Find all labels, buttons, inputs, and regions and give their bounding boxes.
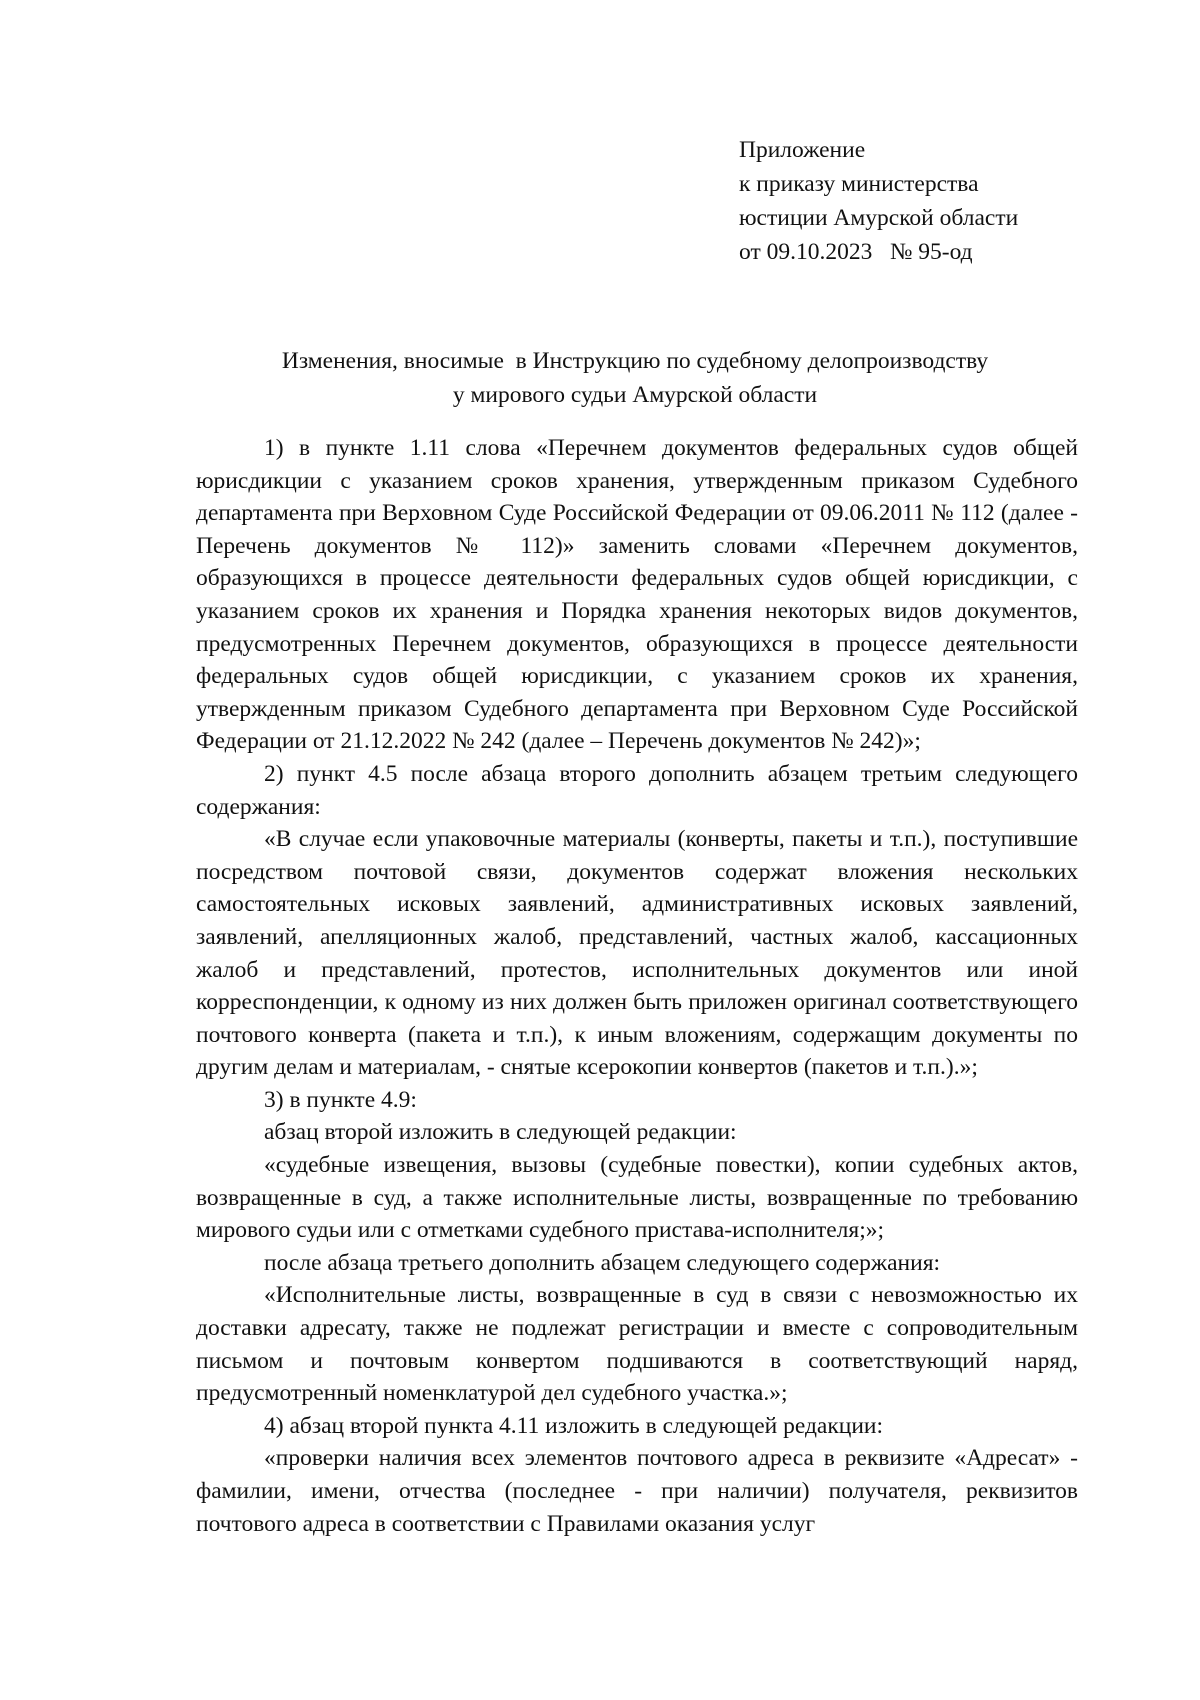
- paragraph-quote-4-5: «В случае если упаковочные материалы (конверты, пакеты и т.п.), поступившие посредством почтовой связи, документов содержат вложения нескольких самостоятельных исковых заявлений, административных исковых заявлений, заявлений, апелляционных жалоб, представлений, частных жалоб, кассационных жалоб и представлений, протестов, исполнительных документов или иной корреспонденции, к одному из них должен быть приложен оригинал соответствующего почтового конверта (пакета и т.п.), к иным вложениям, содержащим документы по другим делам и материалам, - снятые ксерокопии конвертов (пакетов и т.п.).»;: [196, 826, 1078, 1081]
- paragraph-quote-writs: «Исполнительные листы, возвращенные в суд в связи с невозможностью их доставки адресату, также не подлежат регистрации и вместе с сопроводительным письмом и почтовым конвертом подшиваются в соответствующий наряд, предусмотренный номенклатурой дел судебного участка.»;: [196, 1282, 1078, 1407]
- paragraph-item-2: 2) пункт 4.5 после абзаца второго дополнить абзацем третьим следующего содержания:: [196, 760, 1078, 820]
- appendix-date-number: от 09.10.2023 № 95-од: [739, 239, 973, 265]
- appendix-line: к приказу министерства: [739, 171, 979, 197]
- paragraph-item-3: 3) в пункте 4.9:: [264, 1086, 417, 1113]
- title-line: Изменения, вносимые в Инструкцию по судебному делопроизводству: [281, 348, 989, 374]
- document-body: [196, 432, 1078, 1540]
- paragraph-item-1: 1) в пункте 1.11 слова «Перечнем документов федеральных судов общей юрисдикции с указанием сроков хранения, утвержденным приказом Судебного департамента при Верховном Суде Российской Федерации от 09.06.2011 № 112 (далее - Перечень документов № 112)» заменить словами «Перечнем документов, образующихся в процессе деятельности федеральных судов общей юрисдикции, с указанием сроков их хранения и Порядка хранения некоторых видов документов, предусмотренных Перечнем документов, образующихся в процессе деятельности федеральных судов общей юрисдикции, с указанием сроков их хранения, утвержденным приказом Судебного департамента при Верховном Суде Российской Федерации от 21.12.2022 № 242 (далее – Перечень документов № 242)»;: [196, 435, 1078, 755]
- document-title: [190, 344, 1080, 412]
- appendix-block: [739, 133, 1018, 269]
- title-line: у мирового судьи Амурской области: [452, 382, 818, 408]
- appendix-line: юстиции Амурской области: [739, 205, 1019, 231]
- paragraph-quote-4-9: «судебные извещения, вызовы (судебные повестки), копии судебных актов, возвращенные в суд, а также исполнительные листы, возвращенные по требованию мирового судьи или с отметками судебного пристава-исполнителя;»;: [196, 1152, 1078, 1244]
- paragraph-item-4: 4) абзац второй пункта 4.11 изложить в следующей редакции:: [264, 1412, 884, 1439]
- paragraph-quote-4-11: «проверки наличия всех элементов почтового адреса в реквизите «Адресат» - фамилии, имени, отчества (последнее - при наличии) получателя, реквизитов почтового адреса в соответствии с Правилами оказания услуг: [196, 1445, 1078, 1537]
- appendix-line: Приложение: [739, 137, 866, 163]
- paragraph-subitem: после абзаца третьего дополнить абзацем следующего содержания:: [264, 1249, 941, 1276]
- paragraph-subitem: абзац второй изложить в следующей редакции:: [264, 1119, 737, 1146]
